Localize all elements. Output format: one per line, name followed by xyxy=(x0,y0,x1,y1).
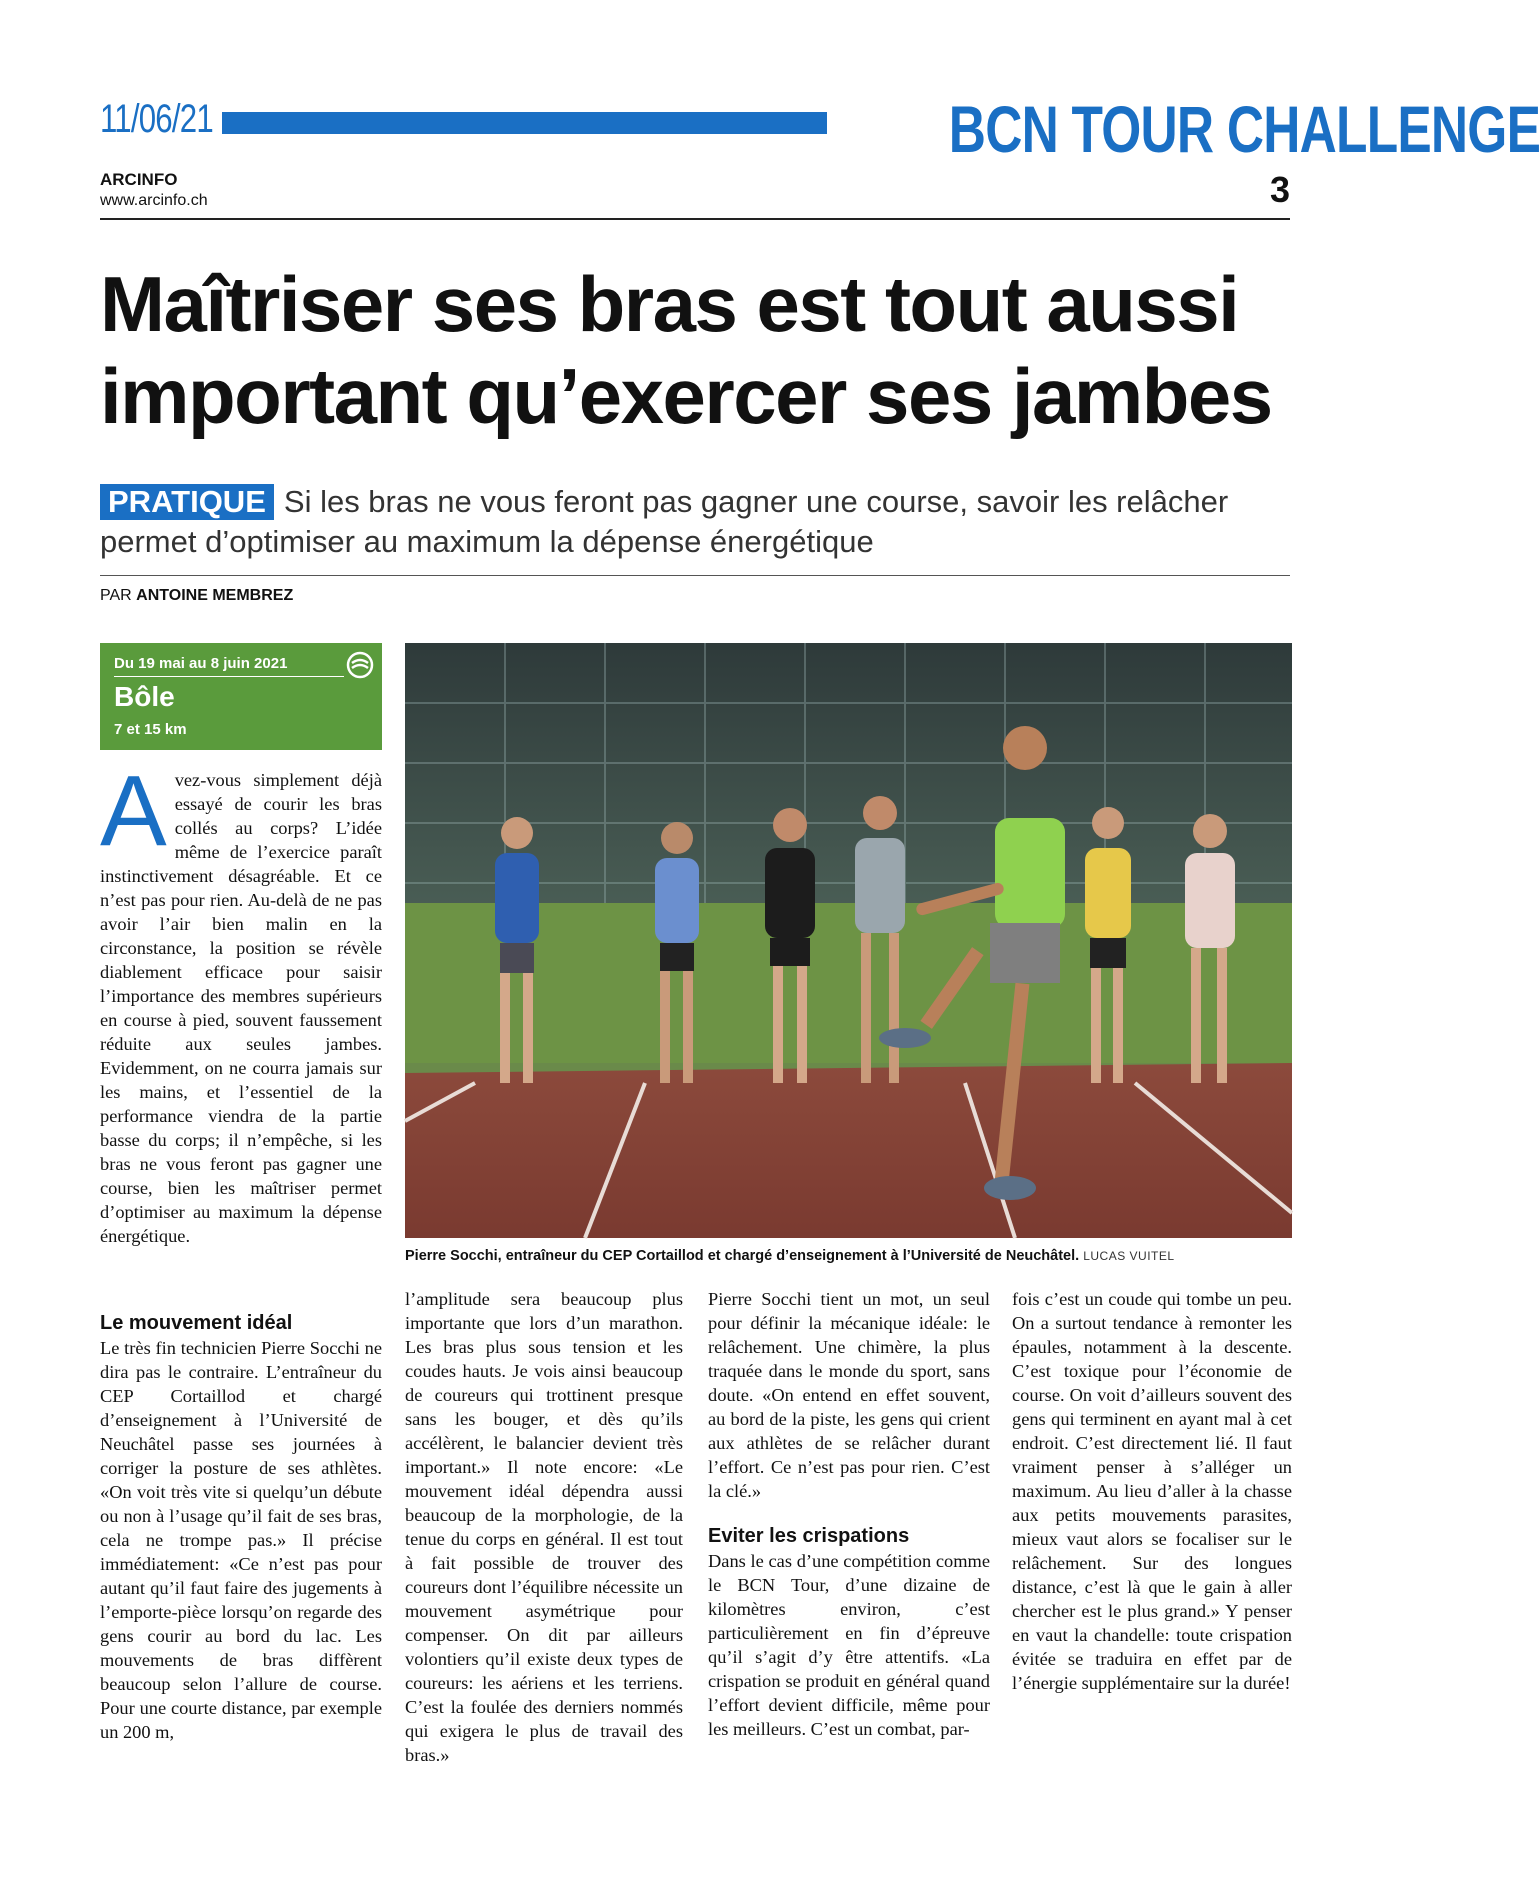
body-paragraph: fois c’est un coude qui tombe un peu. On a surtout tendance à remonter les épaules, notamment à la descente. C’est toxique pour l’économie de course. On voit d’ailleurs souvent des gens qui terminent en ayant mal à cet endroit. C’est directement lié. Il faut vraiment penser à s’alléger un maximum. Au lieu d’aller à la chasse aux petits mouvements parasites, mieux vaut alors se focaliser sur le relâchement. Sur des longues distance, c’est là que le gain à aller chercher est le plus grand.» Y penser en vaut la chandelle: toute crispation évitée se traduira en effet par de l’énergie supplémentaire sur la durée! xyxy=(1012,1289,1292,1693)
body-column-1-intro xyxy=(100,755,382,1248)
subhead-mouvement-ideal: Le mouvement idéal xyxy=(100,1312,293,1334)
section-title: BCN TOUR CHALLENGE xyxy=(948,92,1540,166)
body-column-4 xyxy=(1012,1287,1292,1695)
body-column-3 xyxy=(708,1287,990,1741)
byline-prefix: PAR xyxy=(100,587,132,604)
body-paragraph: Pierre Socchi tient un mot, un seul pour définir la mécanique idéale: le relâchement. Une chimère, la plus traquée dans le monde du sport, sans doute. «On entend en effet souvent, au bord de la piste, les gens qui crient aux athlètes de se relâcher durant l’effort. Ce n’est pas pour rien. C’est la clé.» xyxy=(708,1289,990,1501)
subhead-eviter-crispations: Eviter les crispations xyxy=(708,1525,910,1547)
publication-url[interactable]: www.arcinfo.ch xyxy=(100,192,208,209)
header-color-bar xyxy=(222,112,827,134)
byline-author: ANTOINE MEMBREZ xyxy=(136,587,294,604)
article-headline: Maîtriser ses bras est tout aussi important qu’exercer ses jambes xyxy=(100,260,1272,440)
event-place: Bôle xyxy=(114,681,175,712)
body-paragraph: Le très fin technicien Pierre Socchi ne dira pas le contraire. L’entraîneur du CEP Cortaillod et chargé d’enseignement à l’Université de Neuchâtel passe ses journées à corriger la posture de ses athlètes. «On voit très vite si quelqu’un débute ou non à l’usage qu’il fait de ses bras, cela ne trompe pas.» Il précise immédiatement: «Ce n’est pas pour autant qu’il faut faire des jugements à l’emporte-pièce lorsqu’on regarde des gens courir au bord du lac. Les mouvements de bras diffèrent beaucoup selon l’allure de course. Pour une courte distance, par exemple un 200 m, xyxy=(100,1338,382,1742)
page-number: 3 xyxy=(1269,169,1290,210)
track-training-photo xyxy=(405,643,1292,1238)
dek-divider xyxy=(100,575,1290,576)
drop-cap: A xyxy=(100,755,167,867)
issue-date: 11/06/21 xyxy=(100,97,213,141)
dek-text: Si les bras ne vous feront pas gagner une course, savoir les relâcher permet d’optimiser au maximum la dépense énergétique xyxy=(100,484,1229,559)
body-paragraph: l’amplitude sera beaucoup plus importante que lors d’un marathon. Les bras plus sous tension et les coudes hauts. Je vois ainsi beaucoup de coureurs qui trottinent presque sans les bouger, et dès qu’ils accélèrent, le balancier devient très important.» Il note encore: «Le mouvement idéal dépendra aussi beaucoup de la morphologie, de la tenue du corps en général. Il est tout à fait possible de trouver des coureurs dont l’équilibre nécessite un mouvement asymétrique pour compenser. On dit par ailleurs volontiers qu’il existe deux types de coureurs: les aériens et les terriens. C’est la foulée des derniers nommés qui exigera le plus de travail des bras.» xyxy=(405,1289,683,1765)
article-dek xyxy=(100,482,1300,562)
event-distances: 7 et 15 km xyxy=(114,721,187,738)
event-info-box xyxy=(100,643,382,750)
body-column-2 xyxy=(405,1287,683,1767)
photo-credit: LUCAS VUITEL xyxy=(1083,1249,1175,1263)
header-divider xyxy=(100,218,1290,220)
intro-paragraph: vez-vous simplement déjà essayé de courir les bras collés au corps? L’idée même de l’exercice paraît instinctivement désagréable. Et ce n’est pas pour rien. Au-delà de ne pas avoir l’air bien malin en la circonstance, la position se révèle diablement efficace pour saisir l’importance des membres supérieurs en course à pied, souvent faussement réduite aux seules jambes. Evidemment, on ne courra jamais sur les mains, et l’essentiel de la performance viendra de la partie basse du corps; il n’empêche, si les bras ne vous feront pas gagner une course, bien les maîtriser permet d’optimiser au maximum la dépense énergétique. xyxy=(100,770,382,1246)
event-dates: Du 19 mai au 8 juin 2021 xyxy=(114,655,288,672)
kicker-badge: PRATIQUE xyxy=(100,484,274,520)
article-photo xyxy=(405,643,1292,1238)
photo-caption xyxy=(405,1248,1295,1264)
caption-text: Pierre Socchi, entraîneur du CEP Cortaillod et chargé d’enseignement à l’Université de Neuchâtel. xyxy=(405,1248,1080,1264)
body-column-1 xyxy=(100,1310,382,1744)
publication-name: ARCINFO xyxy=(100,170,178,189)
byline xyxy=(100,587,293,605)
body-paragraph: Dans le cas d’une compétition comme le BCN Tour, d’une dizaine de kilomètres environ, c’est particulièrement en fin d’épreuve qu’il s’agit d’y être attentifs. «La crispation se produit en général quand l’effort devient difficile, même pour les meilleurs. C’est un combat, par- xyxy=(708,1551,990,1739)
tour-logo-icon xyxy=(346,651,374,679)
event-divider xyxy=(114,676,344,677)
